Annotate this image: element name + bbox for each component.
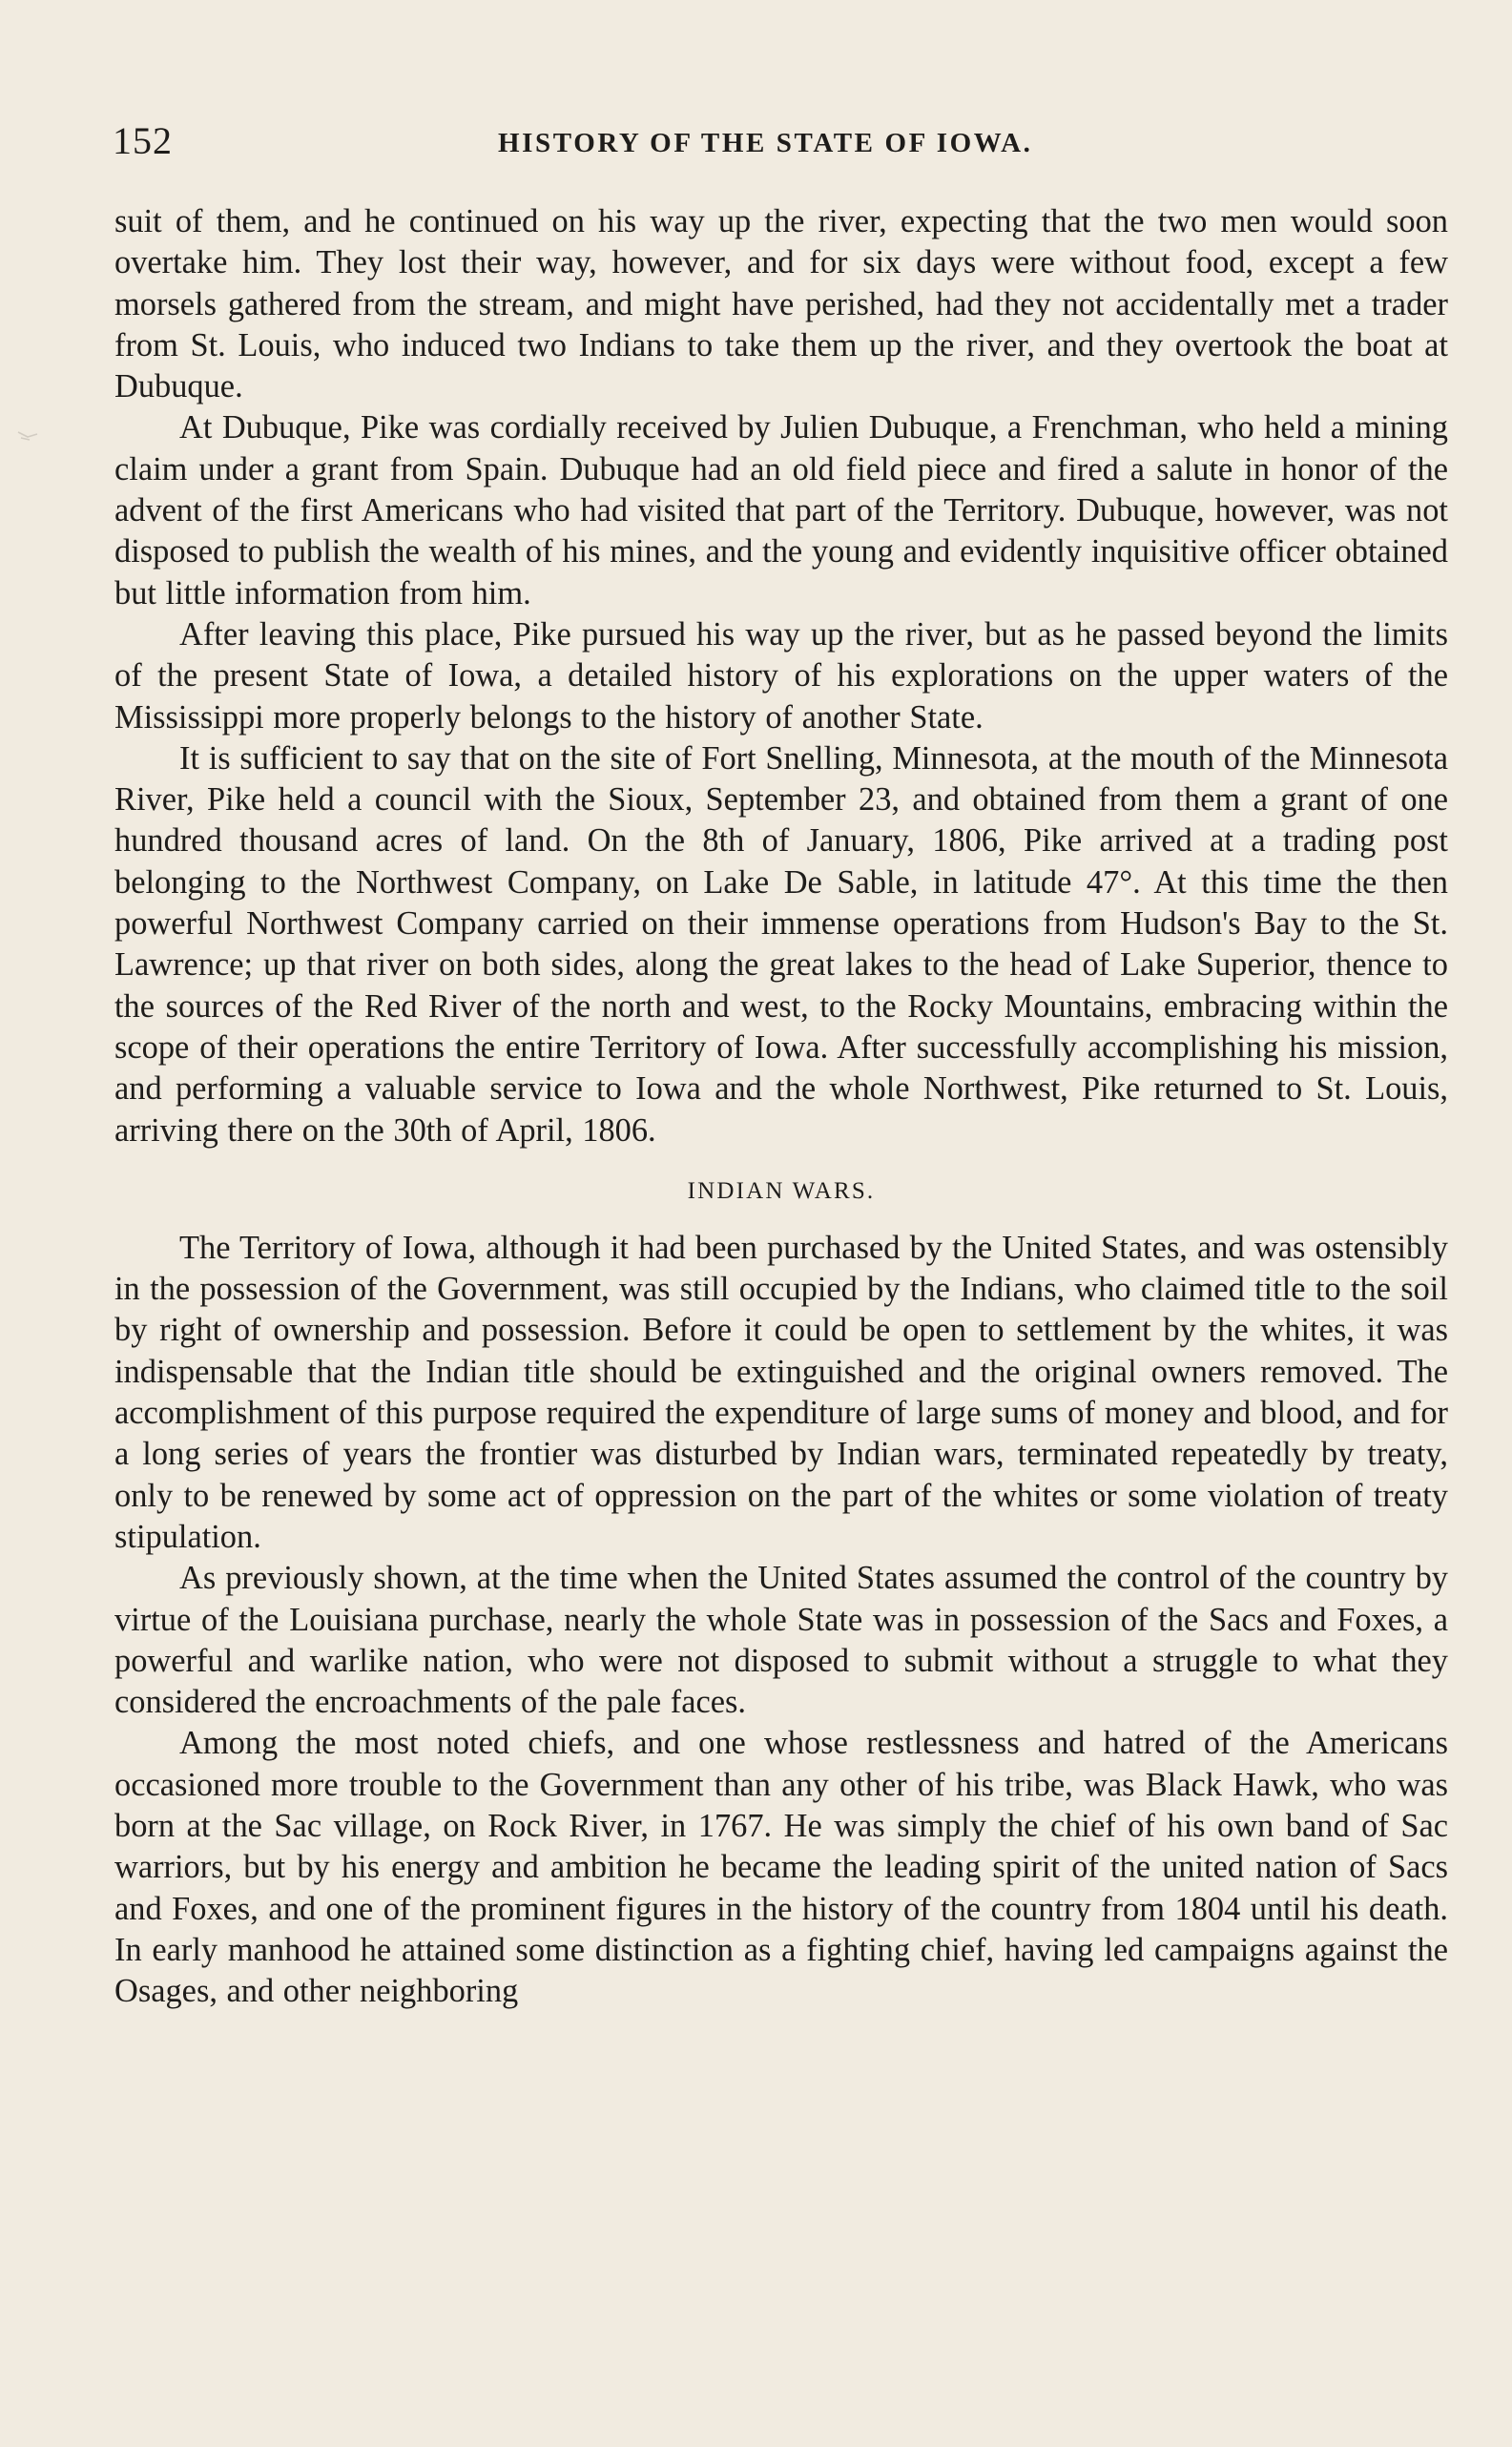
paragraph: It is sufficient to say that on the site of Fort Snelling, Minnesota, at the mouth of the Minnesota River, Pike held a council with the Sioux, September 23, and obtained from them a grant of one hundred thousand acres of land. On the 8th of January, 1806, Pike arrived at a trading post belonging to the Northwest Company, on Lake De Sable, in latitude 47°. At this time the then powerful Northwest Company carried on their immense operations from Hudson's Bay to the St. Lawrence; up that river on both sides, along the great lakes to the head of Lake Superior, thence to the sources of the Red River of the north and west, to the Rocky Mountains, embracing within the scope of their operations the entire Territory of Iowa. After successfully accomplishing his mission, and performing a valuable service to Iowa and the whole Northwest, Pike returned to St. Louis, arriving there on the 30th of April, 1806. bbox=[114, 739, 1448, 1149]
running-title: HISTORY OF THE STATE OF IOWA. bbox=[498, 128, 1033, 158]
paragraph: suit of them, and he continued on his way up the river, expecting that the two men would soon overtake him. They lost their way, however, and for six days were without food, except a few morsels gathered from the stream, and might have perished, had they not accidentally met a trader from St. Louis, who induced two Indians to take them up the river, and they overtook the boat at Dubuque. bbox=[114, 203, 1448, 405]
body-text bbox=[114, 201, 1448, 2012]
section-heading: INDIAN WARS. bbox=[687, 1177, 876, 1204]
paragraph: The Territory of Iowa, although it had been purchased by the United States, and was ostensibly in the possession of the Government, was still occupied by the Indians, who claimed title to the soil by right of ownership and possession. Before it could be open to settlement by the whites, it was indispensable that the Indian title should be extinguished and the original owners removed. The accomplishment of this purpose required the expenditure of large sums of money and blood, and for a long series of years the frontier was disturbed by Indian wars, terminated repeatedly by treaty, only to be renewed by some act of oppression on the part of the whites or some violation of treaty stipulation. bbox=[114, 1229, 1448, 1555]
paragraph: At Dubuque, Pike was cordially received by Julien Dubuque, a Frenchman, who held a mining claim under a grant from Spain. Dubuque had an old field piece and fired a salute in honor of the advent of the first Americans who had visited that part of the Territory. Dubuque, however, was not disposed to publish the wealth of his mines, and the young and evidently inquisitive officer obtained but little information from him. bbox=[114, 409, 1448, 612]
paragraph: After leaving this place, Pike pursued his way up the river, but as he passed beyond the limits of the present State of Iowa, a detailed history of his explorations on the upper waters of the Mississippi more properly belongs to the history of another State. bbox=[114, 615, 1448, 736]
running-head bbox=[113, 116, 1448, 174]
margin-smudge-mark bbox=[16, 428, 41, 442]
paragraph: As previously shown, at the time when the United States assumed the control of the country by virtue of the Louisiana purchase, nearly the whole State was in possession of the Sacs and Foxes, a powerful and warlike nation, who were not disposed to submit without a struggle to what they considered the encroachments of the pale faces. bbox=[114, 1560, 1448, 1721]
paragraph: Among the most noted chiefs, and one whose restlessness and hatred of the Americans occasioned more trouble to the Government than any other of his tribe, was Black Hawk, who was born at the Sac village, on Rock River, in 1767. He was simply the chief of his own band of Sac warriors, but by his energy and ambition he became the leading spirit of the united nation of Sacs and Foxes, and one of the prominent figures in the history of the country from 1804 until his death. In early manhood he attained some distinction as a fighting chief, having led campaigns against the Osages, and other neighboring bbox=[114, 1725, 1448, 2010]
page-number: 152 bbox=[113, 119, 173, 162]
